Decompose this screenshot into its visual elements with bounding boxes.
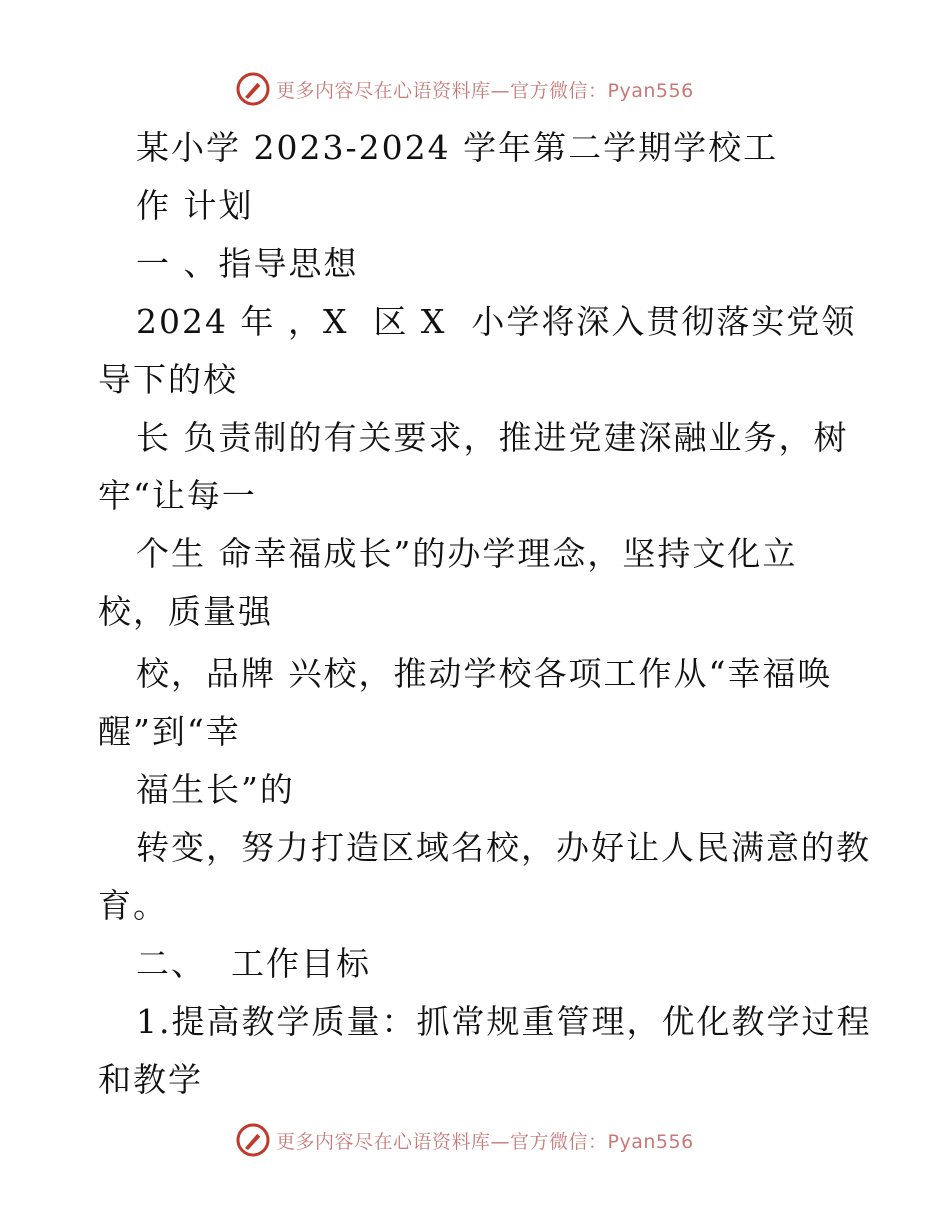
pen-logo-icon — [236, 1123, 270, 1157]
paragraph-line: 校，品牌 兴校，推动学校各项工作从“幸福唤 — [136, 654, 833, 693]
doc-title-line-1: 某小学 2023-2024 学年第二学期学校工 — [136, 128, 779, 167]
paragraph-line: 育。 — [98, 886, 168, 925]
paragraph-line: 醒”到“幸 — [98, 712, 241, 751]
paragraph-line: 福生长”的 — [136, 770, 295, 809]
watermark-text: 更多内容尽在心语资料库—官方微信：Pyan556 — [276, 79, 694, 102]
header-watermark-banner — [236, 72, 694, 106]
paragraph-line: 长 负责制的有关要求，推进党建深融业务，树 — [136, 418, 849, 457]
section-heading-work-goals: 二、 工作目标 — [136, 944, 371, 983]
doc-title-line-2: 作 计划 — [136, 186, 254, 225]
paragraph-line: 牢“让每一 — [98, 476, 257, 515]
paragraph-line: 校，质量强 — [98, 592, 273, 631]
paragraph-line: 导下的校 — [98, 360, 238, 399]
watermark-text: 更多内容尽在心语资料库—官方微信：Pyan556 — [276, 1130, 694, 1153]
section-heading-guiding-ideology: 一 、指导思想 — [136, 244, 359, 283]
paragraph-line: 转变，努力打造区域名校，办好让人民满意的教 — [136, 828, 871, 867]
pen-logo-icon — [236, 72, 270, 106]
footer-watermark-banner — [236, 1123, 694, 1157]
paragraph-line: 1.提高教学质量：抓常规重管理，优化教学过程 — [136, 1002, 872, 1041]
paragraph-line: 2024 年 ，X 区 X 小学将深入贯彻落实党领 — [136, 302, 857, 341]
paragraph-line: 和教学 — [98, 1060, 203, 1099]
paragraph-line: 个生 命幸福成长”的办学理念，坚持文化立 — [136, 534, 798, 573]
